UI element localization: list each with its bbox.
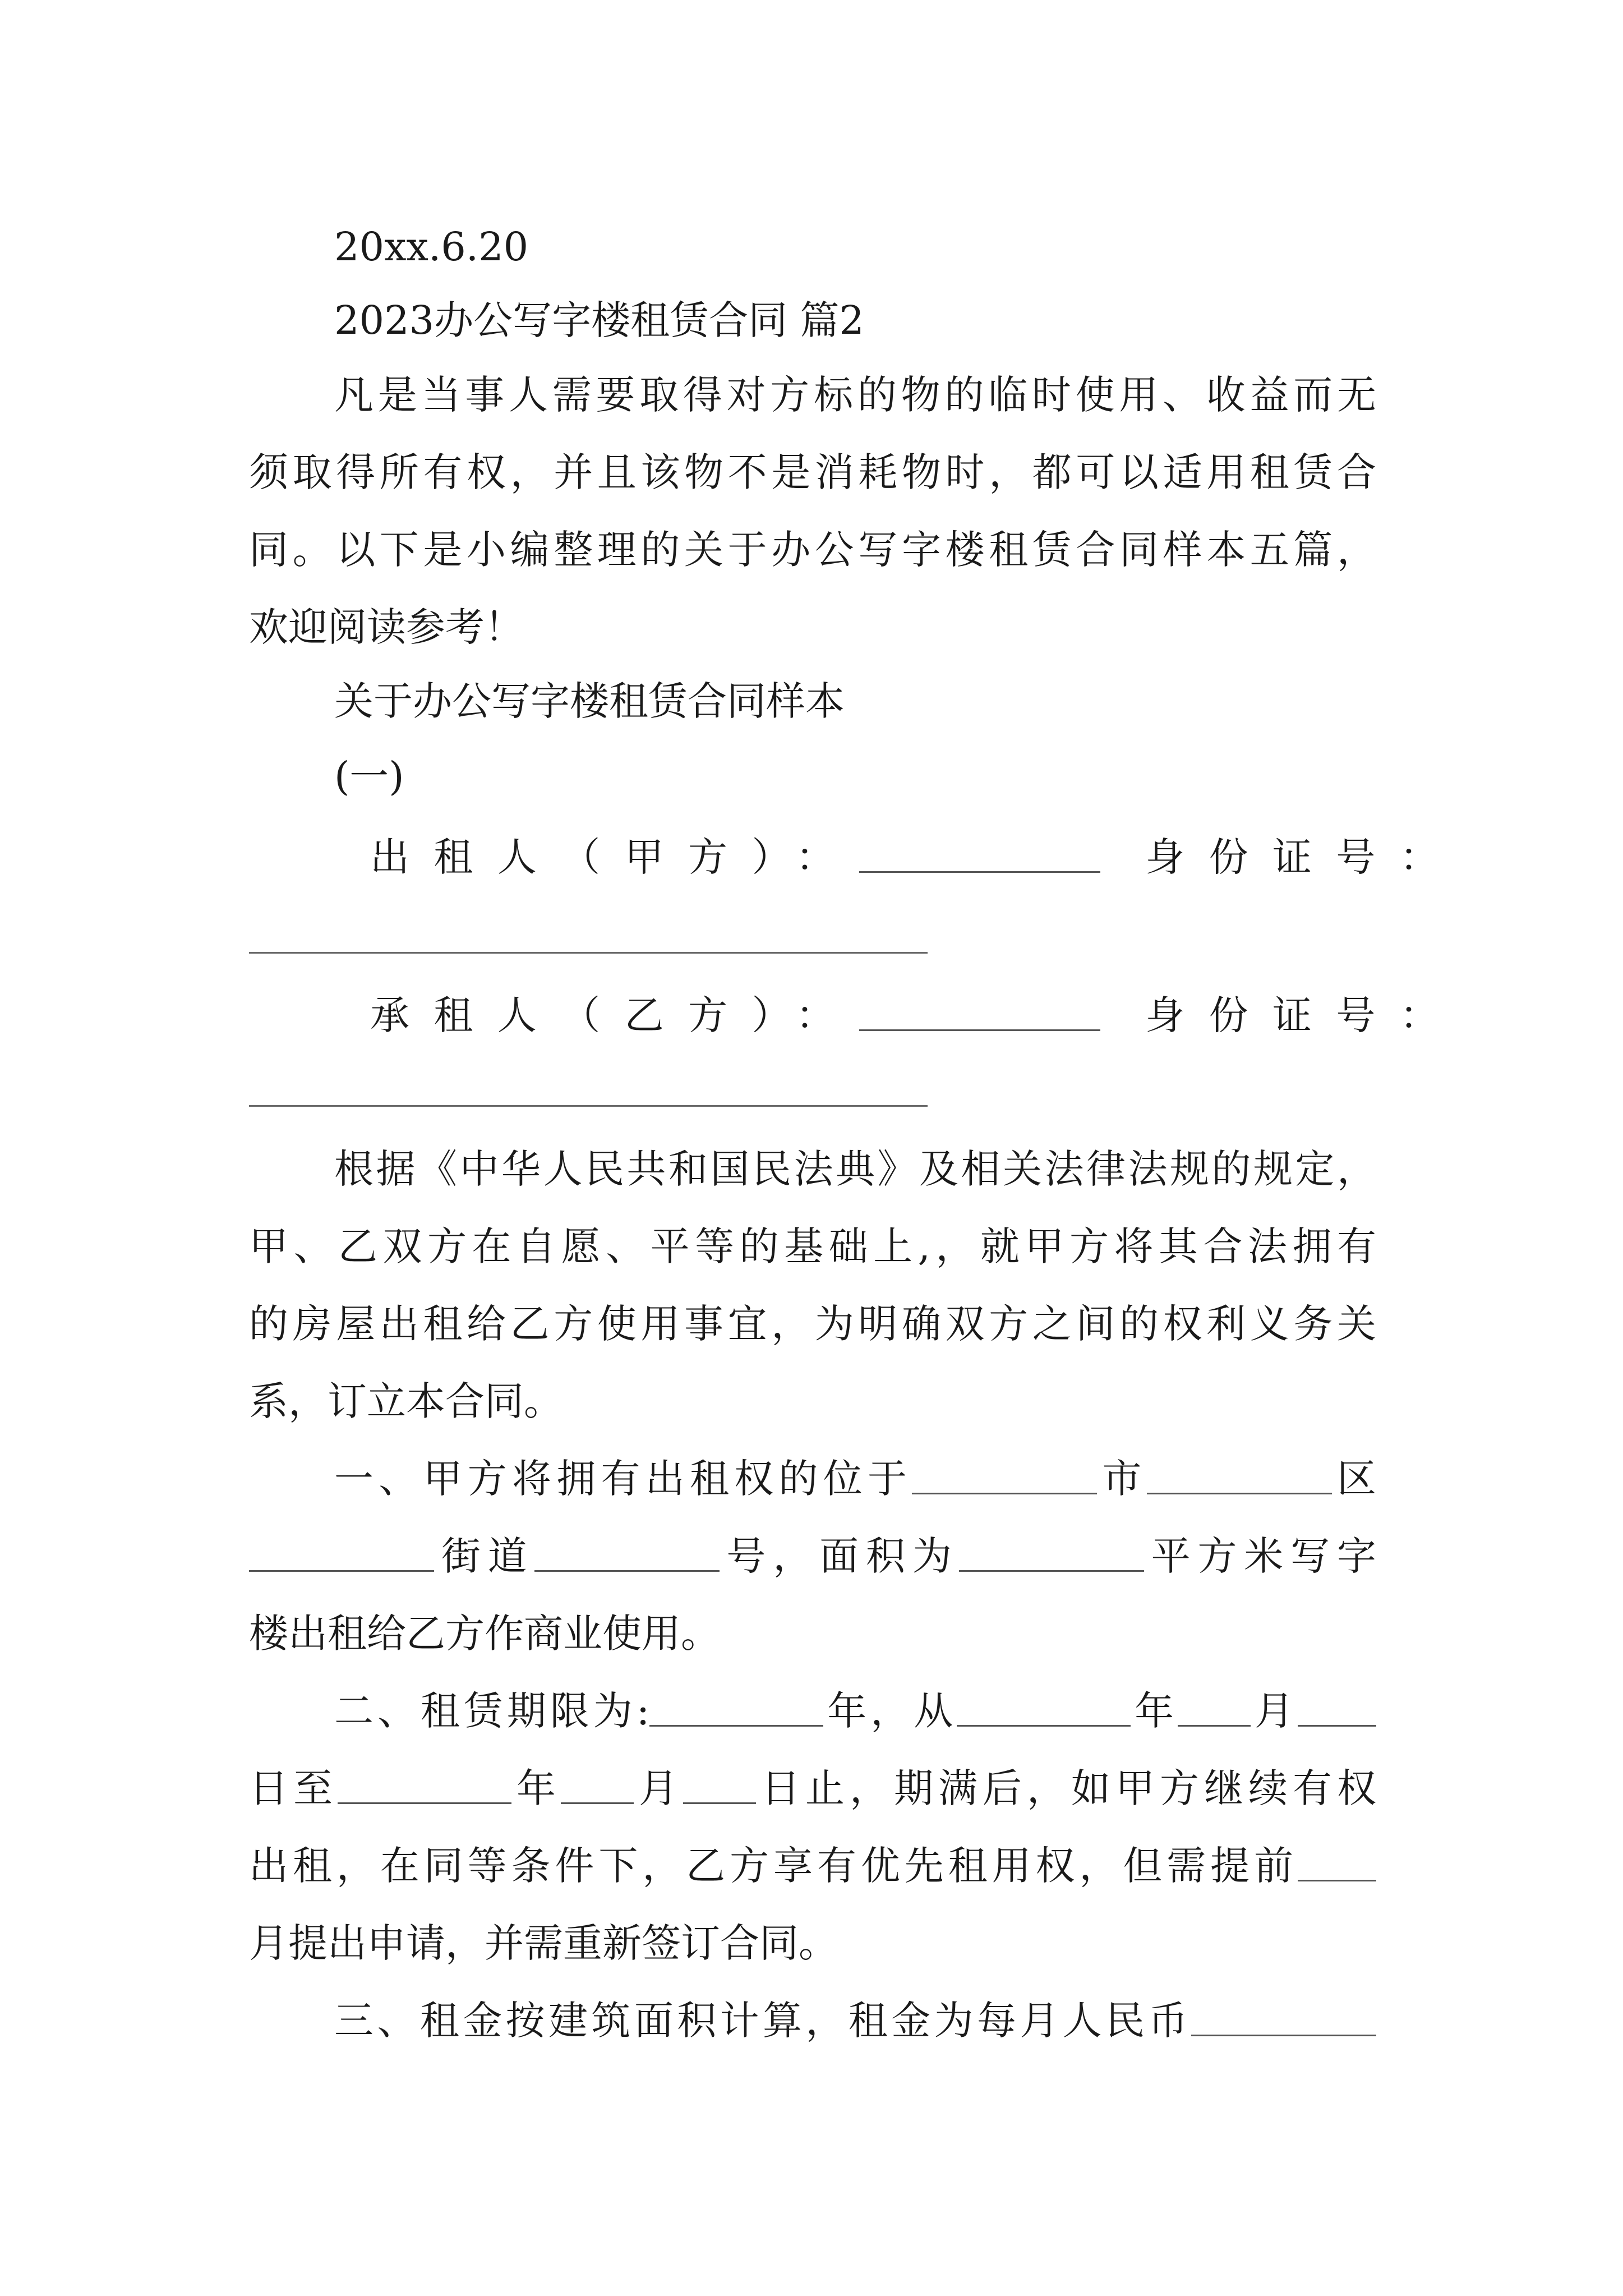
lessee-line bbox=[370, 974, 1464, 1057]
intro-line-4: 欢迎阅读参考！ bbox=[249, 604, 524, 650]
clause2-text-c: 年 bbox=[1131, 1688, 1178, 1734]
sample-number: (一) bbox=[334, 753, 404, 799]
intro-line-2: 须取得所有权，并且该物不是消耗物时，都可以适用租赁合 bbox=[249, 449, 1376, 495]
intro-line-3: 同。以下是小编整理的关于办公写字楼租赁合同样本五篇， bbox=[249, 527, 1376, 573]
start-year-blank bbox=[957, 1690, 1131, 1727]
notice-months-blank bbox=[1298, 1844, 1376, 1881]
basis-line-1: 根据《中华人民共和国民法典》及相关法律法规的规定， bbox=[334, 1146, 1376, 1192]
sample-title: 关于办公写字楼租赁合同样本 bbox=[334, 678, 845, 724]
clause2-line-3 bbox=[249, 1824, 1376, 1907]
end-day-blank bbox=[683, 1767, 756, 1804]
clause1-line-2 bbox=[249, 1515, 1376, 1598]
clause2-text-h: 日止，期满后，如甲方继续有权 bbox=[756, 1765, 1376, 1811]
clause1-text-f: 平方米写字 bbox=[1144, 1533, 1377, 1579]
start-day-blank bbox=[1298, 1690, 1376, 1727]
lessor-id-blank bbox=[249, 952, 928, 954]
area-blank bbox=[959, 1535, 1144, 1572]
rent-amount-blank bbox=[1191, 1999, 1376, 2036]
lessee-label: 承租人（乙方）： bbox=[370, 992, 860, 1038]
start-month-blank bbox=[1178, 1690, 1251, 1727]
lessee-name-blank bbox=[859, 994, 1100, 1031]
term-years-blank bbox=[649, 1690, 823, 1727]
clause2-text-a: 二、租赁期限为: bbox=[334, 1688, 650, 1734]
clause3-text-a: 三、租金按建筑面积计算，租金为每月人民币 bbox=[334, 1998, 1191, 2044]
clause1-line-1 bbox=[334, 1437, 1376, 1520]
clause1-text-c: 区 bbox=[1331, 1456, 1376, 1502]
clause2-text-e: 日至 bbox=[249, 1765, 338, 1811]
intro-line-1: 凡是当事人需要取得对方标的物的临时使用、收益而无 bbox=[334, 372, 1376, 418]
clause2-text-f: 年 bbox=[511, 1765, 561, 1811]
basis-line-3: 的房屋出租给乙方使用事宜，为明确双方之间的权利义务关 bbox=[249, 1301, 1376, 1347]
number-blank bbox=[534, 1535, 720, 1572]
clause2-line-2 bbox=[249, 1747, 1376, 1830]
lessee-id-label: 身份证号： bbox=[1145, 992, 1464, 1038]
lessee-id-blank bbox=[249, 1105, 928, 1107]
lessor-label: 出租人（甲方）： bbox=[370, 834, 860, 880]
clause1-text-a: 一、甲方将拥有出租权的位于 bbox=[334, 1456, 912, 1502]
lessor-name-blank bbox=[859, 836, 1100, 873]
clause2-text-i: 出租，在同等条件下，乙方享有优先租用权，但需提前 bbox=[249, 1843, 1298, 1889]
basis-line-4: 系，订立本合同。 bbox=[249, 1378, 563, 1424]
clause1-text-b: 市 bbox=[1097, 1456, 1147, 1502]
clause3-line-1 bbox=[334, 1979, 1376, 2062]
end-year-blank bbox=[338, 1767, 511, 1804]
clause1-line-3: 楼出租给乙方作商业使用。 bbox=[249, 1611, 720, 1657]
lessor-id-label: 身份证号： bbox=[1145, 834, 1464, 880]
city-blank bbox=[912, 1457, 1097, 1494]
clause1-text-d: 街道 bbox=[434, 1533, 534, 1579]
district-blank bbox=[1147, 1457, 1332, 1494]
clause1-text-e: 号，面积为 bbox=[719, 1533, 959, 1579]
clause2-text-b: 年，从 bbox=[823, 1688, 957, 1734]
clause2-line-1 bbox=[334, 1669, 1376, 1752]
lessor-line bbox=[370, 816, 1464, 899]
street-blank bbox=[249, 1535, 434, 1572]
document-heading: 2023办公写字楼租赁合同 篇2 bbox=[334, 297, 864, 343]
end-month-blank bbox=[561, 1767, 634, 1804]
basis-line-2: 甲、乙双方在自愿、平等的基础上,，就甲方将其合法拥有 bbox=[249, 1223, 1376, 1269]
clause2-line-4: 月提出申请，并需重新签订合同。 bbox=[249, 1920, 838, 1966]
clause2-text-d: 月 bbox=[1251, 1688, 1298, 1734]
date-line: 20xx.6.20 bbox=[334, 224, 529, 270]
clause2-text-g: 月 bbox=[634, 1765, 683, 1811]
